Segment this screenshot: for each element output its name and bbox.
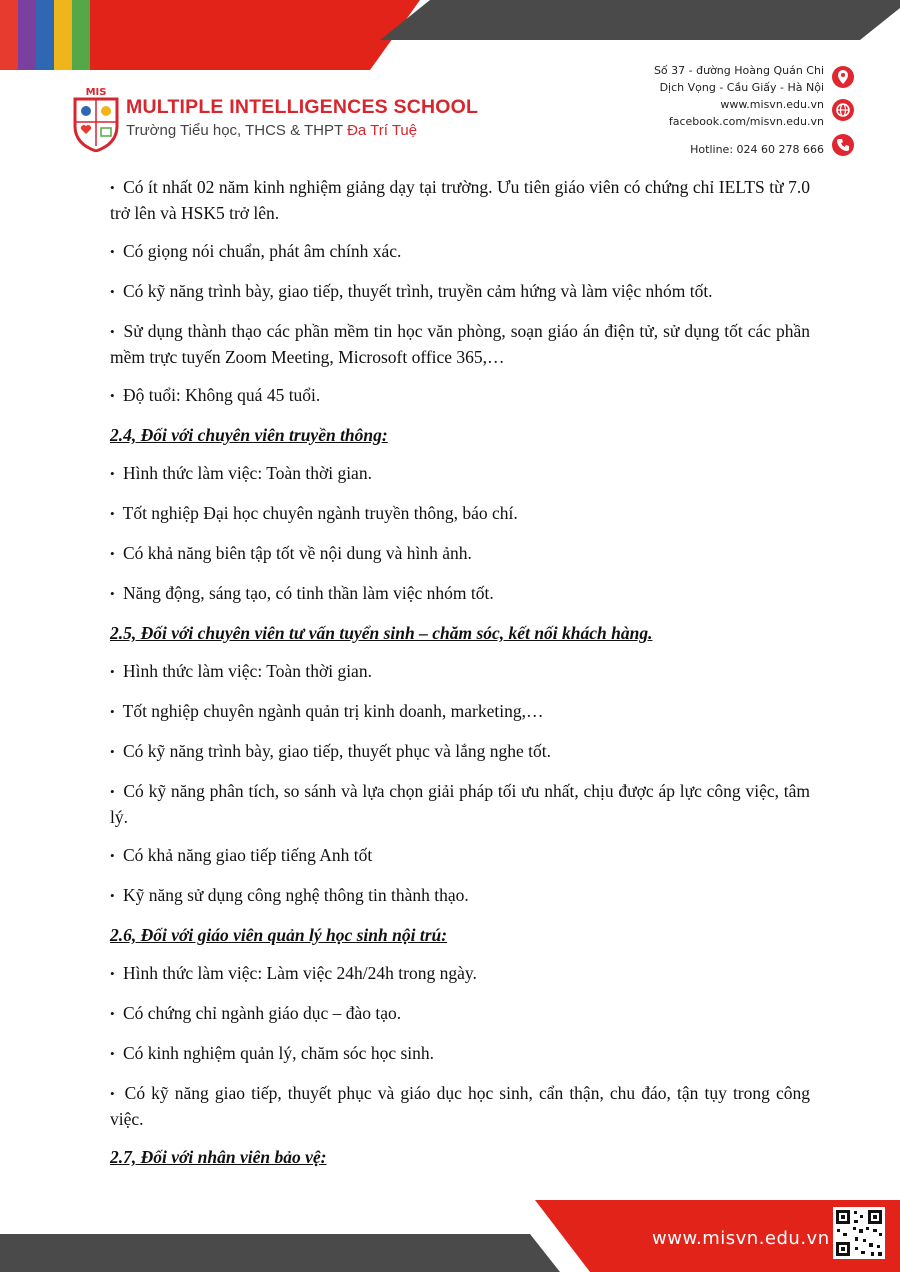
bullet-icon: • [110,466,115,481]
bullet-icon: • [110,704,115,719]
school-name: MULTIPLE INTELLIGENCES SCHOOL [126,96,479,118]
list-item: • Tốt nghiệp Đại học chuyên ngành truyền thông, báo chí. [110,503,518,523]
address-line-2: Dịch Vọng - Cầu Giấy - Hà Nội [659,81,824,94]
phone-icon [832,134,854,156]
list-item: • Hình thức làm việc: Làm việc 24h/24h trong ngày. [110,963,477,983]
bullet-icon: • [110,506,115,521]
section-heading-2-6: 2.6, Đối với giáo viên quản lý học sinh nội trú: [110,925,448,945]
list-item: • Có kỹ năng phân tích, so sánh và lựa chọn giải pháp tối ưu nhất, chịu được áp lực công việc, tâm lý. [110,781,811,827]
section-heading-2-7: 2.7, Đối với nhân viên bảo vệ: [110,1147,327,1167]
tagline-accent: Đa Trí Tuệ [347,122,418,139]
bullet-icon: • [110,1006,115,1021]
bullet-icon: • [110,244,115,259]
list-item: • Kỹ năng sử dụng công nghệ thông tin thành thạo. [110,885,469,905]
list-item: • Có khả năng biên tập tốt về nội dung và hình ảnh. [110,543,472,563]
list-item: • Năng động, sáng tạo, có tinh thần làm việc nhóm tốt. [110,583,494,603]
facebook-link[interactable]: facebook.com/misvn.edu.vn [668,115,824,128]
tagline-main: Trường Tiểu học, THCS & THPT [126,122,343,139]
list-item: • Độ tuổi: Không quá 45 tuổi. [110,385,321,405]
bullet-icon: • [110,888,115,903]
address-line-1: Số 37 - đường Hoàng Quán Chi [653,64,824,77]
list-item: • Có kỹ năng giao tiếp, thuyết phục và giáo dục học sinh, cẩn thận, chu đáo, tận tụy trong công việc. [110,1083,810,1129]
list-item: • Có kỹ năng trình bày, giao tiếp, thuyết phục và lắng nghe tốt. [110,741,551,761]
school-tagline [126,122,417,139]
bullet-icon: • [110,1086,115,1101]
bullet-icon: • [110,784,115,799]
school-logo [72,86,479,152]
website-link[interactable]: www.misvn.edu.vn [720,98,824,111]
bullet-icon: • [110,1046,115,1061]
hotline: Hotline: 024 60 278 666 [690,143,824,156]
list-item: • Sử dụng thành thạo các phần mềm tin học văn phòng, soạn giáo án điện tử, sử dụng tốt các phần mềm trực tuyến Zoom Meeting, Microsoft office 365,… [110,321,811,367]
section-heading-2-4: 2.4, Đối với chuyên viên truyền thông: [110,425,388,445]
bullet-icon: • [110,848,115,863]
qr-code-icon [833,1207,885,1259]
shield-logo-icon [72,86,120,152]
bullet-icon: • [110,284,115,299]
bullet-icon: • [110,664,115,679]
bullet-icon: • [110,388,115,403]
logo-abbr: MIS [85,87,107,98]
bullet-icon: • [110,180,115,195]
bullet-icon: • [110,744,115,759]
list-item: • Có kinh nghiệm quản lý, chăm sóc học sinh. [110,1043,435,1063]
section-heading-2-5: 2.5, Đối với chuyên viên tư vấn tuyển sinh – chăm sóc, kết nối khách hàng. [110,623,653,643]
location-pin-icon [832,66,854,88]
bullet-icon: • [110,966,115,981]
top-banner [0,0,900,70]
document-body [110,175,810,1183]
bullet-icon: • [110,586,115,601]
list-item: • Có khả năng giao tiếp tiếng Anh tốt [110,845,373,865]
bullet-icon: • [110,324,115,339]
globe-icon [832,99,854,121]
contact-info [654,62,824,158]
list-item: • Có ít nhất 02 năm kinh nghiệm giảng dạy tại trường. Ưu tiên giáo viên có chứng chỉ IELTS từ 7.0 trở lên và HSK5 trở lên. [110,177,810,223]
bullet-icon: • [110,546,115,561]
footer-website-link[interactable]: www.misvn.edu.vn [652,1228,830,1249]
list-item: • Có kỹ năng trình bày, giao tiếp, thuyết trình, truyền cảm hứng và làm việc nhóm tốt. [110,281,713,301]
list-item: • Có chứng chỉ ngành giáo dục – đào tạo. [110,1003,402,1023]
list-item: • Hình thức làm việc: Toàn thời gian. [110,463,372,483]
list-item: • Có giọng nói chuẩn, phát âm chính xác. [110,241,402,261]
list-item: • Tốt nghiệp chuyên ngành quản trị kinh doanh, marketing,… [110,701,544,721]
list-item: • Hình thức làm việc: Toàn thời gian. [110,661,372,681]
